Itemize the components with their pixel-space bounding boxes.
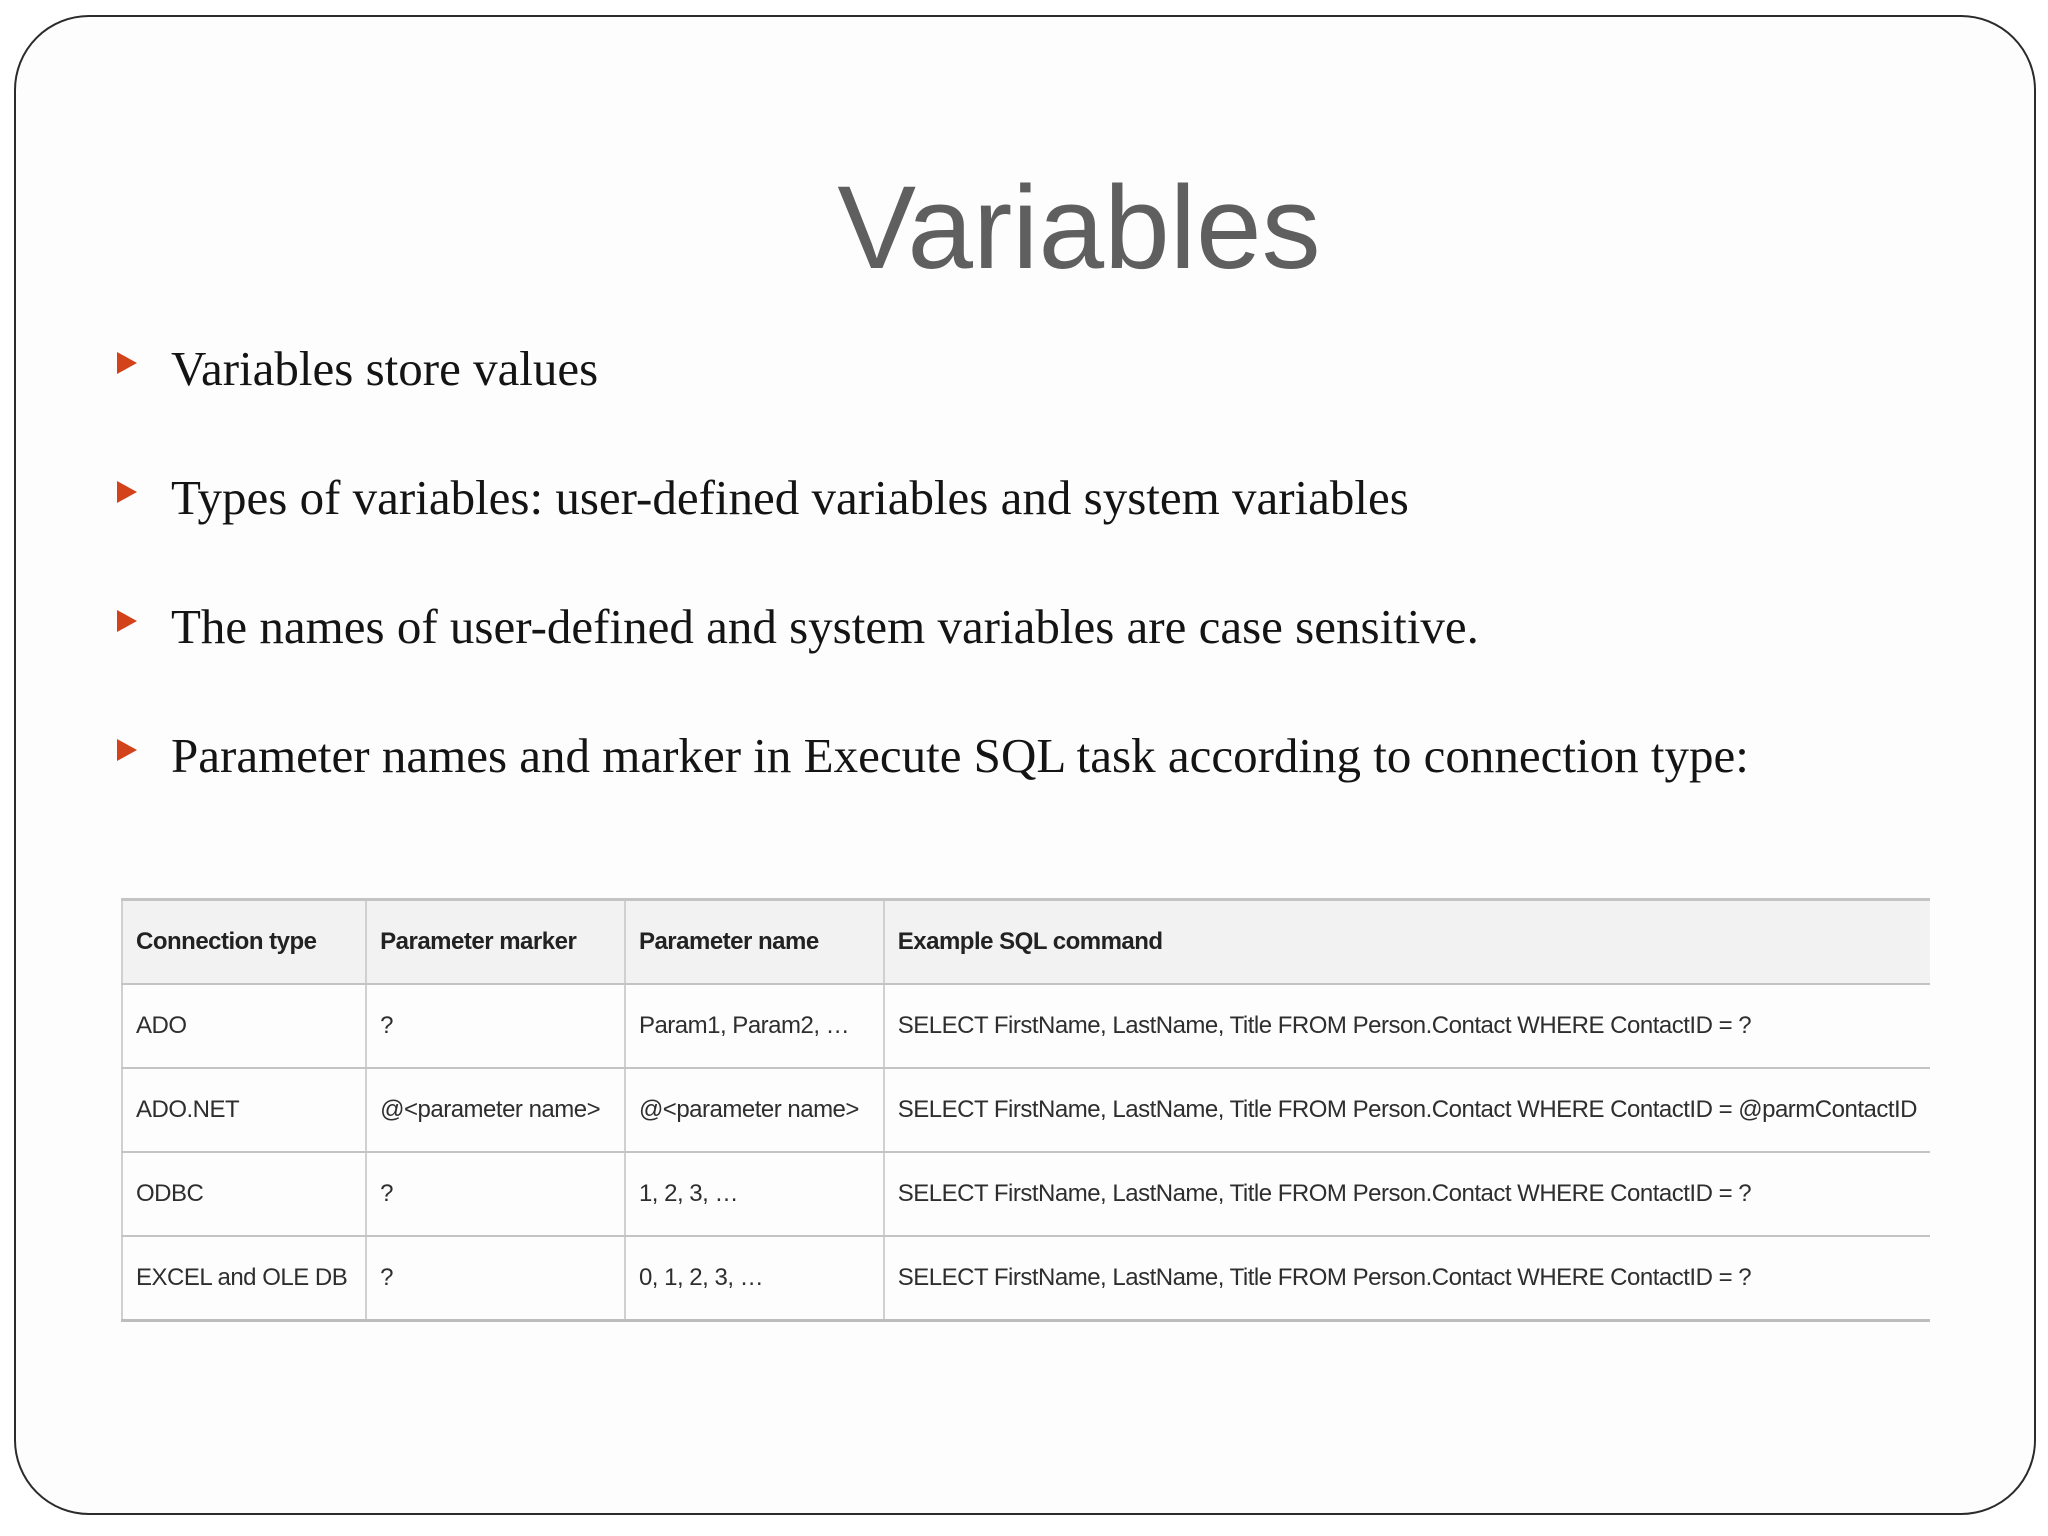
- table-cell: ?: [366, 1236, 625, 1321]
- table-cell: @<parameter name>: [366, 1068, 625, 1152]
- bullet-text: The names of user-defined and system variables are case sensitive.: [171, 599, 1479, 654]
- table-row: [122, 984, 1930, 1068]
- bullet-text: Types of variables: user-defined variables and system variables: [171, 470, 1409, 525]
- table-cell: EXCEL and OLE DB: [122, 1236, 366, 1321]
- bullet-arrow-icon: [117, 352, 137, 374]
- bullet-item: [115, 469, 1749, 598]
- bullet-item: [115, 598, 1749, 727]
- table-cell: ?: [366, 1152, 625, 1236]
- bullet-text: Variables store values: [171, 341, 599, 396]
- table-row: [122, 1068, 1930, 1152]
- bullet-text: Parameter names and marker in Execute SQL task according to connection type:: [171, 728, 1749, 783]
- bullet-arrow-icon: [117, 739, 137, 761]
- bullet-item: [115, 727, 1749, 856]
- table-cell: ?: [366, 984, 625, 1068]
- table-cell: SELECT FirstName, LastName, Title FROM Person.Contact WHERE ContactID = ?: [884, 984, 1930, 1068]
- column-header: Example SQL command: [884, 900, 1930, 985]
- bullet-list: [115, 340, 1749, 856]
- table-cell: ADO.NET: [122, 1068, 366, 1152]
- table-cell: SELECT FirstName, LastName, Title FROM Person.Contact WHERE ContactID = ?: [884, 1152, 1930, 1236]
- column-header: Parameter marker: [366, 900, 625, 985]
- column-header: Parameter name: [625, 900, 884, 985]
- table-cell: 1, 2, 3, …: [625, 1152, 884, 1236]
- table-cell: Param1, Param2, …: [625, 984, 884, 1068]
- connection-types-table-wrapper: [121, 898, 1930, 1322]
- table-cell: SELECT FirstName, LastName, Title FROM Person.Contact WHERE ContactID = @parmContactID: [884, 1068, 1930, 1152]
- bullet-arrow-icon: [117, 481, 137, 503]
- bullet-item: [115, 340, 1749, 469]
- table-cell: SELECT FirstName, LastName, Title FROM Person.Contact WHERE ContactID = ?: [884, 1236, 1930, 1321]
- slide-title: Variables: [837, 162, 1321, 294]
- table-row: [122, 1236, 1930, 1321]
- table-cell: ODBC: [122, 1152, 366, 1236]
- column-header: Connection type: [122, 900, 366, 985]
- table-cell: ADO: [122, 984, 366, 1068]
- bullet-arrow-icon: [117, 610, 137, 632]
- table-cell: @<parameter name>: [625, 1068, 884, 1152]
- connection-types-table: [121, 898, 1930, 1322]
- table-header-row: [122, 900, 1930, 985]
- table-row: [122, 1152, 1930, 1236]
- table-cell: 0, 1, 2, 3, …: [625, 1236, 884, 1321]
